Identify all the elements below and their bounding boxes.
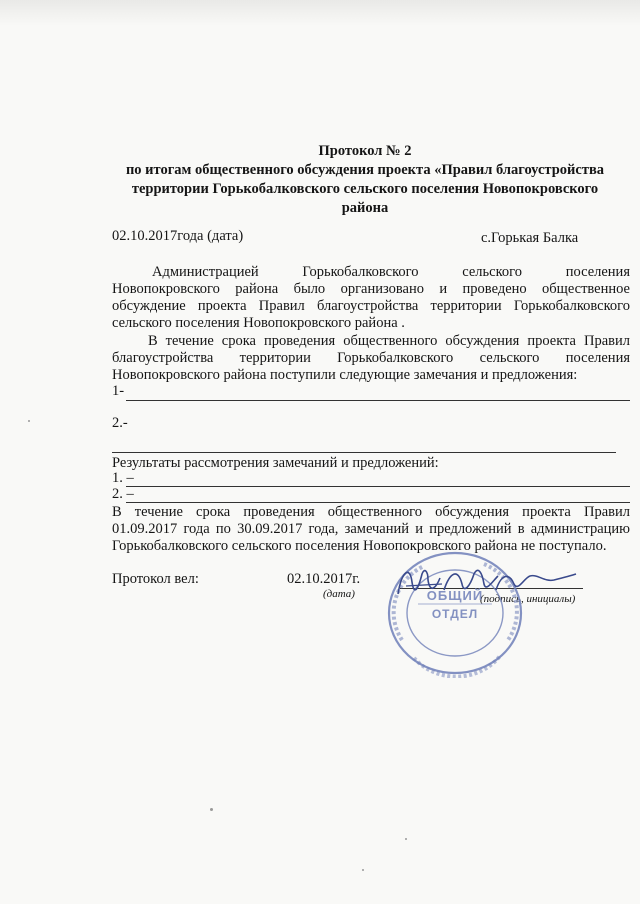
- item-1-rule: [126, 400, 630, 401]
- signature-caption: (подпись, инициалы): [480, 593, 576, 605]
- item-1-label: 1-: [112, 383, 125, 399]
- handwritten-signature: [384, 560, 584, 608]
- subtitle-line-2: территории Горькобалковского сельского поселения Новопокровского: [131, 181, 599, 197]
- subtitle-line-1: по итогам общественного обсуждения проекта «Правил благоустройства: [125, 162, 605, 178]
- sign-date: 02.10.2017г.: [287, 571, 361, 587]
- protocol-by-label: Протокол вел:: [112, 571, 199, 587]
- para2-line-1: В течение срока проведения общественного обсуждения проекта Правил: [148, 333, 630, 349]
- para1-line-1: Администрацией Горькобалковского сельского поселения: [152, 264, 630, 280]
- para3-line-3: Горькобалковского сельского поселения Новопокровского района не поступало.: [112, 538, 607, 554]
- para2-line-2: благоустройства территории Горькобалковского сельского поселения: [112, 350, 630, 366]
- scan-speck: [28, 420, 30, 422]
- result-1-rule: [126, 486, 630, 487]
- document-place: с.Горькая Балка: [481, 230, 579, 246]
- scan-speck: [405, 838, 407, 840]
- scan-speck: [210, 808, 213, 811]
- scan-speck: [362, 869, 364, 871]
- para3-line-2: 01.09.2017 года по 30.09.2017 года, замечаний и предложений в администрацию: [112, 521, 630, 537]
- results-heading: Результаты рассмотрения замечаний и предложений:: [112, 455, 439, 471]
- svg-text:ОБЩИЙ: ОБЩИЙ: [426, 588, 484, 603]
- item-2-label: 2.-: [112, 415, 128, 431]
- result-1: 1. –: [112, 470, 134, 486]
- date-caption: (дата): [323, 588, 355, 600]
- para3-line-1: В течение срока проведения общественного обсуждения проекта Правил: [112, 504, 630, 520]
- scan-top-edge: [0, 0, 640, 26]
- para1-line-2: Новопокровского района было организовано и проведено общественное: [112, 281, 630, 297]
- svg-text:ОТДЕЛ: ОТДЕЛ: [431, 607, 479, 621]
- document-date: 02.10.2017года (дата): [112, 228, 244, 244]
- item-2-rule: [112, 452, 616, 453]
- para1-line-3: обсуждение проекта Правил благоустройства территории Горькобалковского: [112, 298, 630, 314]
- result-2: 2. –: [112, 486, 134, 502]
- para1-line-4: сельского поселения Новопокровского района .: [112, 315, 405, 331]
- subtitle-line-3: района: [341, 200, 389, 216]
- result-2-rule: [126, 502, 630, 503]
- para2-line-3: Новопокровского района поступили следующие замечания и предложения:: [112, 367, 578, 383]
- document-title: Протокол № 2: [318, 143, 412, 159]
